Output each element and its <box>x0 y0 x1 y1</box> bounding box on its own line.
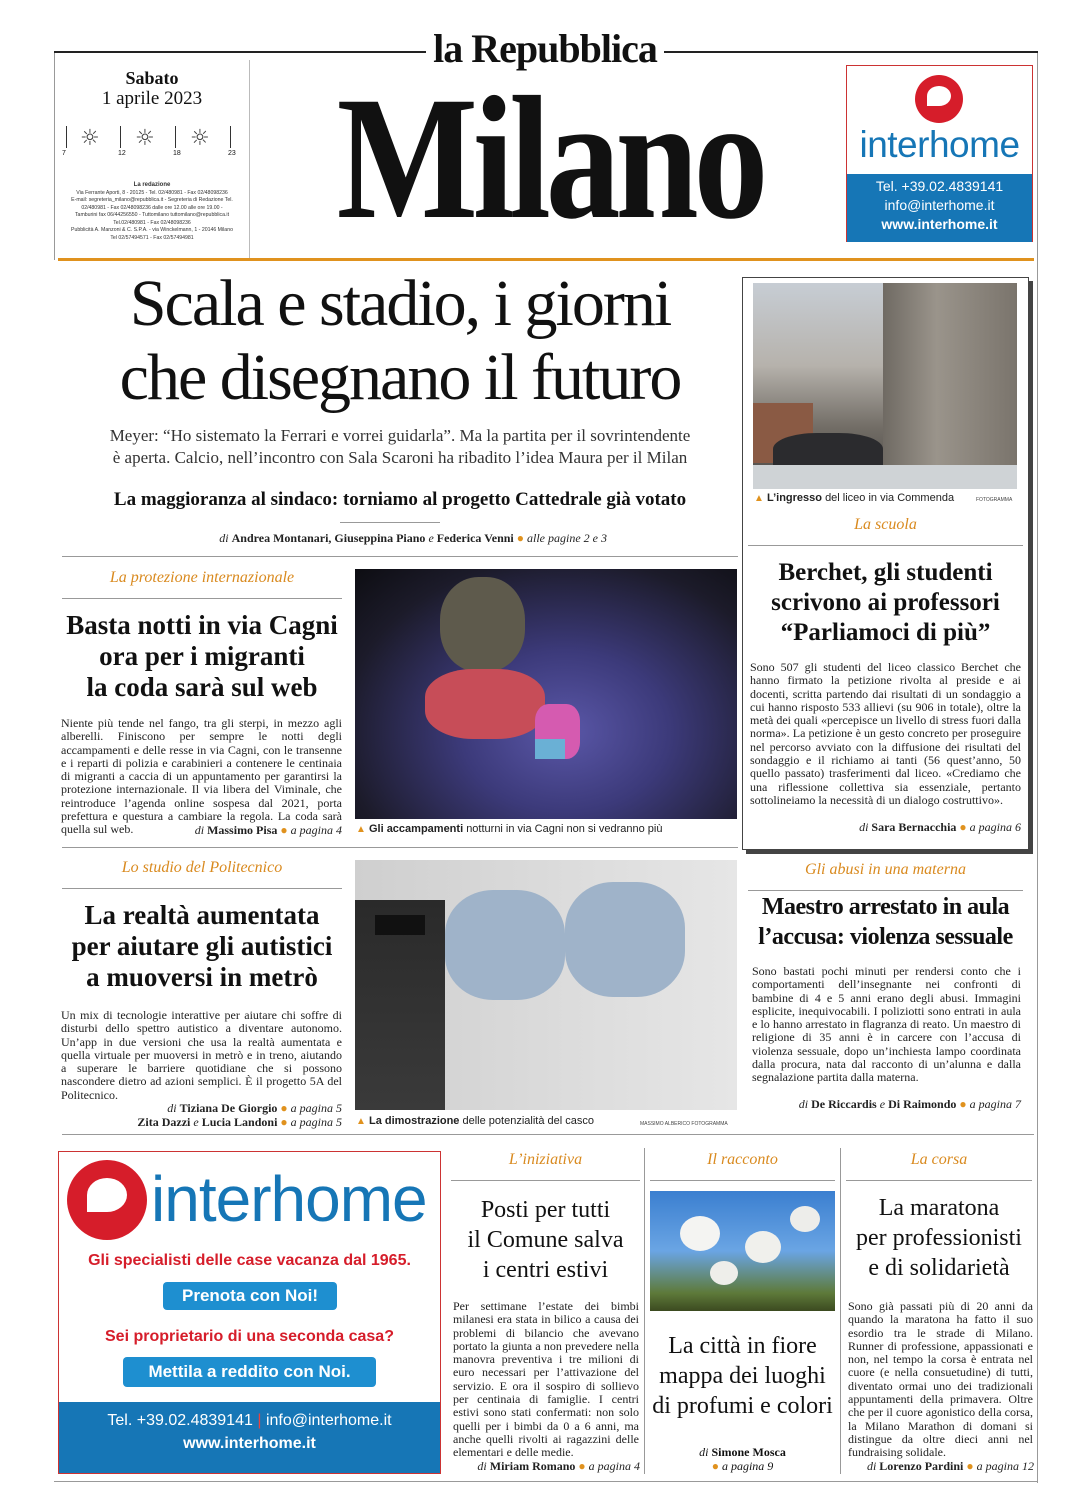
big-ad-question: Sei proprietario di una seconda casa? <box>105 1328 394 1345</box>
scuola-kicker: La scuola <box>854 516 917 533</box>
orange-rule <box>58 258 1034 261</box>
politecnico-caption: ▲ La dimostrazione delle potenzialità del casco <box>356 1115 594 1127</box>
date-day: Sabato <box>125 68 179 88</box>
racconto-byline: di Simone Mosca <box>699 1445 786 1459</box>
politecnico-body: Un mix di tecnologie interattive per aiutare chi soffre di disturbi dello spettro autistico a diventare autonomo. Un’app in due versioni che usa la realtà aumentata e quella virtuale per muoversi in metrò e in treno, aiutando a superare le barriere quotidiane che si possono nascondere dietro ad azioni semplici. È il progetto 5A del Politecnico. <box>61 1008 342 1102</box>
scuola-photo <box>753 283 1017 489</box>
big-ad-button-2[interactable]: Mettila a reddito con Noi. <box>123 1357 376 1387</box>
sun-icon: ☼ <box>190 126 210 151</box>
big-ad-button-1[interactable]: Prenota con Noi! <box>163 1282 337 1310</box>
left-box-border <box>54 53 55 260</box>
migranti-photo <box>355 569 737 819</box>
date-full: 1 aprile 2023 <box>101 88 203 109</box>
migranti-byline: di Massimo Pisa ● a pagina 4 <box>194 823 342 837</box>
col-divider <box>644 1148 645 1474</box>
redazione-line: Pubblicità A. Manzoni & C. S.P.A. - via Winckelmann, 1 - 20146 Milano <box>71 227 233 233</box>
big-ad-sep: | <box>257 1412 262 1429</box>
weather-temp: 12 <box>118 150 126 157</box>
racconto-page: ● a pagina 9 <box>711 1459 774 1473</box>
politecnico-credit: MASSIMO ALBERICO FOTOGRAMMA <box>640 1121 728 1127</box>
lead-sub-1: Meyer: “Ho sistemato la Ferrari e vorrei guidarla”. Ma la partita per il sovrintendente <box>109 426 691 445</box>
scuola-headline <box>748 558 1023 648</box>
bird-icon <box>87 1178 127 1212</box>
right-box-border <box>1037 53 1038 1483</box>
migranti-kicker: La protezione internazionale <box>109 569 295 586</box>
scuola-credit: FOTOGRAMMA <box>976 497 1013 503</box>
redazione-line: 02/480981 - Fax 02/48098236 dalle ore 12.00 alle ore 19.00 - <box>81 204 223 211</box>
masthead-rule-left <box>54 51 426 53</box>
redazione-line: Tel.02/480981 - Fax 02/48098236 <box>113 219 191 226</box>
big-ad-brand: interhome <box>151 1163 427 1235</box>
scuola-rule <box>748 545 1023 546</box>
politecnico-rule <box>62 888 342 889</box>
bottom-section-rule <box>62 1134 1034 1135</box>
sun-icon: ☼ <box>80 126 100 151</box>
weather-temp: 23 <box>228 150 236 157</box>
racconto-photo <box>650 1191 835 1311</box>
migranti-caption: ▲ Gli accampamenti notturni in via Cagni non si vedranno più <box>356 823 663 835</box>
politecnico-headline: La realtà aumentata per aiutare gli autistici a muoversi in metrò <box>71 900 333 992</box>
corsa-headline: La maratona per professionisti e di solidarietà <box>856 1195 1022 1281</box>
big-ad-web: www.interhome.it <box>183 1435 316 1452</box>
migranti-body: Niente più tende nel fango, tra gli sterpi, in mezzo agli alberelli. Finiscono per sempre le notti degli accampamenti e delle resse in via Cagni, con le transenne e i reparti di polizia e carabinieri a contenere le centinaia di migranti a caccia di un appuntamento per garantirsi la protezione internazionale. Il via libera del Viminale, che reintroduce l’agenda online sospesa dal 2021, porta prefettura e questura a cambiare la regola. La coda sarà quella sul web. <box>61 716 342 837</box>
weather-strip <box>62 124 242 160</box>
masthead-rule-right <box>664 51 1038 53</box>
corsa-rule <box>846 1180 1032 1181</box>
big-ad-contacts <box>59 1402 440 1473</box>
iniziativa-kicker: L’iniziativa <box>508 1151 583 1168</box>
politecnico-photo <box>355 860 737 1110</box>
top-ad-brand: interhome <box>859 124 1020 165</box>
iniziativa-byline: di Miriam Romano ● a pagina 4 <box>477 1459 640 1473</box>
corsa-body: Sono già passati più di 20 anni da quando la maratona ha fatto il suo esordio tra le strade di Milano. Runner di professione, appassionati e non, nel tempo la corsa è entrata nel cuore (e nella consuetudine) di tutti, diventato ormai uno dei tradizionali appuntamenti della primavera. Oltre che per il cuore agonistico della corsa, la Milano Marathon di domani si distingue da oltre dieci anni nel fundraising solidale. <box>848 1299 1033 1460</box>
col-divider <box>840 1148 841 1474</box>
big-ad[interactable] <box>58 1151 441 1474</box>
redazione <box>58 182 246 242</box>
headline-line: “Parliamoci di più” <box>780 619 991 646</box>
scuola-body: Sono 507 gli studenti del liceo classico Berchet che hanno firmato la petizione rivolta al preside e ai docenti, scritta partendo dai risultati di un sondaggio a cui hanno risposto 533 allievi (su 906 in totale), oltre la metà dei quali «percepisce un livello di stress fuori dalla norma». La petizione è un gesto concreto per proseguire nel percorso avviato con la diffusione dei risultati del sondaggio e il richiamo ai tanti (56 quest’anno, 50 quello passato) trasferimenti dal liceo. «Crediamo che una riflessione collettiva sia essenziale, pertanto sottolineiamo la necessità di un dialogo costruttivo». <box>750 660 1021 807</box>
lead-authors-1: Andrea Montanari, Giuseppina Piano <box>231 531 426 545</box>
lead-short-rule <box>340 522 440 523</box>
lead-authors-2: Federica Venni <box>436 531 514 545</box>
bird-icon <box>927 86 951 106</box>
iniziativa-rule <box>451 1180 640 1181</box>
redazione-line: Tamburini fax 06/44256550 - Tuttomilano tuttomilano@repubblica.it <box>74 212 230 218</box>
big-ad-tel: Tel. +39.02.4839141 <box>107 1412 253 1429</box>
redazione-line: Tel 02/57494571 - Fax 02/57494981 <box>110 234 194 241</box>
politecnico-kicker: Lo studio del Politecnico <box>121 859 283 876</box>
redazione-line: E-mail: segreteria_milano@repubblica.it - Segreteria di Redazione Tel. <box>71 197 233 203</box>
city-title: Milano <box>336 61 764 256</box>
paper-name: la Repubblica <box>433 26 657 71</box>
caption-bold: L’ingresso <box>766 492 822 504</box>
lead-secondary: La maggioranza al sindaco: torniamo al progetto Cattedrale già votato <box>113 489 687 510</box>
weather-temp: 7 <box>62 150 66 157</box>
top-ad-tel: Tel. +39.02.4839141 <box>875 178 1004 194</box>
big-ad-email: info@interhome.it <box>265 1412 392 1429</box>
politecnico-byline-2: Zita Dazzi e Lucia Landoni ● a pagina 5 <box>137 1115 342 1129</box>
lead-pages: alle pagine 2 e 3 <box>527 531 607 545</box>
politecnico-byline-1: di Tiziana De Giorgio ● a pagina 5 <box>167 1101 342 1115</box>
bottom-border <box>54 1481 1038 1482</box>
redazione-title: La redazione <box>133 182 171 188</box>
sun-icon: ☼ <box>135 126 155 151</box>
lead-headline-2: che disegnano il futuro <box>119 341 681 414</box>
iniziativa-headline: Posti per tutti il Comune salva i centri estivi <box>467 1197 624 1283</box>
by-and: e <box>428 531 434 545</box>
top-ad-web: www.interhome.it <box>881 216 998 232</box>
lead-bottom-rule <box>62 556 738 557</box>
by-prefix: di <box>219 531 229 545</box>
weather-temp: 18 <box>173 150 181 157</box>
caption-rest: del liceo in via Commenda <box>825 492 955 504</box>
materna-byline: di De Riccardis e Di Raimondo ● a pagina 7 <box>798 1097 1021 1111</box>
materna-headline: Maestro arrestato in aula l’accusa: violenza sessuale <box>758 894 1013 950</box>
racconto-rule <box>650 1180 835 1181</box>
mid-rule <box>62 847 738 848</box>
lead-byline: di Andrea Montanari, Giuseppina Piano e Federica Venni ● alle pagine 2 e 3 <box>219 531 607 545</box>
lead-sub-2: è aperta. Calcio, nell’incontro con Sala Scaroni ha ribadito l’idea Maura per il Milan <box>112 448 688 467</box>
migranti-headline: Basta notti in via Cagni ora per i migranti la coda sarà sul web <box>66 610 338 702</box>
materna-body: Sono bastati pochi minuti per rendersi conto che i comportamenti dell’insegnante nei confronti di bambine di 4 e 5 anni erano degli abusi. Immagini esplicite, inequivocabili. I poliziotti sono entrati in aula e lo hanno arrestato in flagranza di reato. Un maestro di religione di 35 anni è in carcere con l’accusa di violenza sessuale, dopo un’inchiesta lampo coordinata dalla procura, nata dal racconto di un’alunna e dalla segnalazione partita dalla materna. <box>752 964 1021 1085</box>
top-ad-contacts <box>847 174 1032 242</box>
materna-kicker: Gli abusi in una materna <box>805 861 966 878</box>
scuola-caption: ▲ L’ingresso del liceo in via Commenda <box>754 492 955 504</box>
materna-rule <box>748 890 1023 891</box>
headline-line: scrivono ai professori <box>771 589 1000 616</box>
corsa-kicker: La corsa <box>910 1151 968 1168</box>
redazione-divider <box>249 60 250 258</box>
big-ad-tagline: Gli specialisti delle case vacanza dal 1965. <box>88 1252 411 1269</box>
headline-line: Berchet, gli studenti <box>778 559 993 586</box>
racconto-headline: La città in fiore mappa dei luoghi di profumi e colori <box>652 1333 833 1419</box>
iniziativa-body: Per settimane l’estate dei bimbi milanesi era stata in bilico a causa dei problemi di bilancio che avevano portato la giunta a non prevedere nella manovra preventiva i tre milioni di euro necessari per l’attivazione del servizio. E ora il sospiro di sollievo per centinaia di famiglie. I centri estivi sono stati confermati: non solo quelli per i bimbi da 0 a 6 anni, ma anche quelli rivolti ai ragazzini delle elementari e delle medie. <box>453 1299 639 1460</box>
corsa-byline: di Lorenzo Pardini ● a pagina 12 <box>866 1459 1034 1473</box>
racconto-kicker: Il racconto <box>707 1151 778 1168</box>
lead-headline-1: Scala e stadio, i giorni <box>129 267 671 340</box>
redazione-line: Via Ferrante Aporti, 8 - 20125 - Tel. 02/480981 - Fax 02/48098236 <box>76 189 228 196</box>
scuola-byline: di Sara Bernacchia ● a pagina 6 <box>859 820 1021 834</box>
top-ad[interactable] <box>846 65 1033 242</box>
top-ad-email: info@interhome.it <box>884 197 995 213</box>
migranti-rule <box>62 598 342 599</box>
